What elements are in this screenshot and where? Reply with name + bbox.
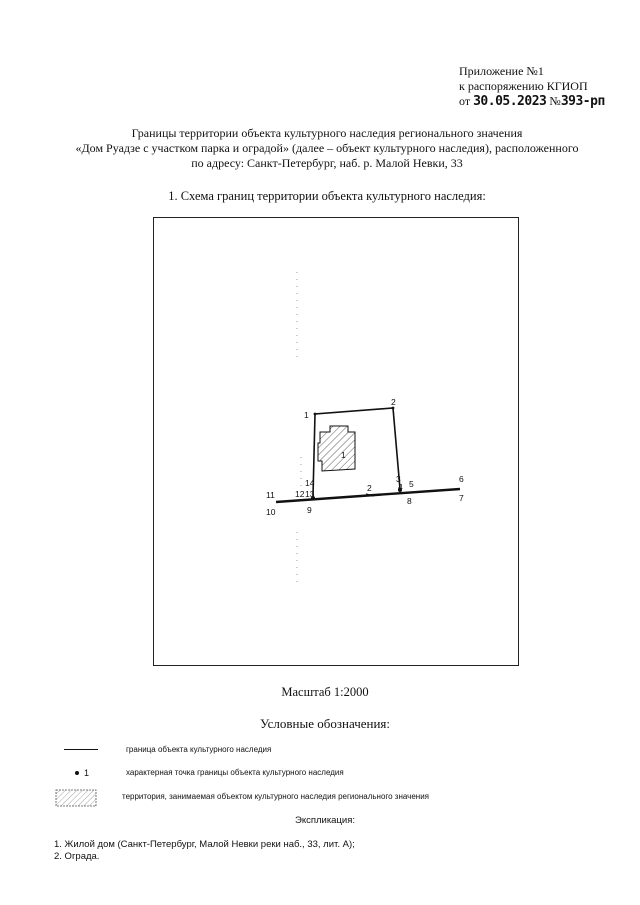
point-2 xyxy=(392,407,395,410)
legend-hatch-symbol xyxy=(55,789,97,807)
legend-point-symbol xyxy=(74,767,104,779)
point-label-11: 11 xyxy=(266,490,275,500)
legend-boundary-line-symbol xyxy=(64,749,98,750)
point-label-8: 8 xyxy=(407,496,412,506)
explication-item-2: 2. Ограда. xyxy=(54,851,100,862)
point-label-1: 1 xyxy=(304,410,309,420)
explication-list xyxy=(54,839,355,863)
explication-title: Экспликация: xyxy=(294,815,355,826)
point-label-9: 9 xyxy=(307,505,312,515)
appendix-date-line xyxy=(459,94,634,109)
legend-boundary-text: граница объекта культурного наследия xyxy=(126,745,272,754)
building-label: 1 xyxy=(341,450,346,460)
point-label-5: 5 xyxy=(409,479,414,489)
legend-point-text: характерная точка границы объекта культурного наследия xyxy=(126,768,344,777)
legend-title: Условные обозначения: xyxy=(259,716,391,731)
point-label-4: 4 xyxy=(398,482,403,492)
point-label-7: 7 xyxy=(459,493,464,503)
map-scale: Масштаб 1:2000 xyxy=(281,685,369,699)
title-line2: «Дом Руадзе с участком парка и оградой» (далее – объект культурного наследия), расположенного xyxy=(75,141,579,155)
appendix-line1: Приложение №1 xyxy=(459,64,544,78)
point-label-6: 6 xyxy=(459,474,464,484)
point-label-2: 2 xyxy=(391,397,396,407)
date-prefix: от xyxy=(459,94,471,108)
point-label-13: 13 xyxy=(305,489,315,499)
title-line1: Границы территории объекта культурного наследия регионального значения xyxy=(131,126,523,140)
building-outline xyxy=(318,426,355,471)
point-1 xyxy=(314,413,317,416)
section-heading: 1. Схема границ территории объекта культурного наследия: xyxy=(168,189,486,203)
fence-label: 2 xyxy=(367,483,372,493)
explication-item-1: 1. Жилой дом (Санкт-Петербург, Малой Невки реки наб., 33, лит. А); xyxy=(54,839,355,850)
number-prefix: № xyxy=(549,94,561,108)
point-label-12: 12 xyxy=(295,489,305,499)
title-line3: по адресу: Санкт-Петербург, наб. р. Малой Невки, 33 xyxy=(191,156,463,170)
legend-point-dot xyxy=(75,771,79,775)
document-title xyxy=(30,126,624,171)
legend-territory-text: территория, занимаемая объектом культурного наследия регионального значения xyxy=(122,792,429,801)
point-label-3: 3 xyxy=(396,474,401,484)
order-number: 393-рп xyxy=(560,94,605,109)
point-label-14: 14 xyxy=(305,478,315,488)
legend-point-number: 1 xyxy=(84,768,90,778)
boundary-map xyxy=(153,217,519,666)
order-date: 30.05.2023 xyxy=(473,94,547,109)
appendix-line2: к распоряжению КГИОП xyxy=(459,79,588,93)
point-label-10: 10 xyxy=(266,507,276,517)
appendix-block xyxy=(459,64,634,109)
